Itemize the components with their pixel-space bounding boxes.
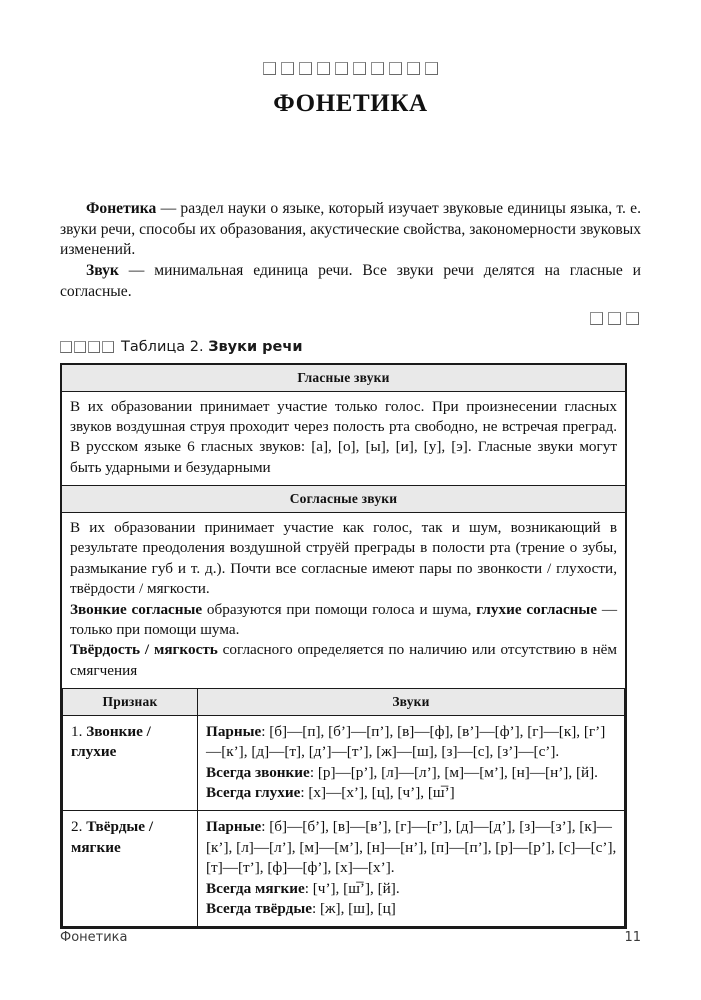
voiceless-end-text: — только при помощи шума.: [70, 600, 618, 638]
sounds-line-sep: :: [311, 899, 320, 917]
label-voiced-consonants: Звонкие согласные: [70, 600, 203, 618]
sounds-line: [206, 817, 617, 878]
sounds-line-label: Всегда звонкие: [206, 763, 310, 781]
missing-glyph-box-icon: [371, 62, 384, 75]
missing-glyph-box-icon: [74, 341, 86, 353]
table-row: [63, 715, 625, 810]
sounds-line: [206, 763, 617, 783]
intro-section: [60, 199, 641, 325]
missing-glyph-box-icon: [425, 62, 438, 75]
table-section-header-vowels: Гласные звуки: [62, 365, 625, 392]
sounds-line: [206, 899, 617, 919]
feature-cell-voiced-voiceless: [63, 715, 198, 810]
missing-glyph-box-icon: [590, 312, 603, 325]
subtable-header-row: [63, 688, 625, 715]
sounds-line-sep: :: [300, 784, 309, 802]
label-voiceless-consonants: глухие согласные: [476, 600, 598, 618]
table-row: [63, 811, 625, 927]
table-section-body-consonants: [62, 513, 625, 688]
missing-glyph-box-icon: [389, 62, 402, 75]
label-hardness-softness: Твёрдость / мягкость: [70, 641, 218, 659]
footer-page-number: 11: [624, 930, 641, 945]
sounds-line-sep: :: [309, 763, 318, 781]
voiced-mid-text: образуются при помощи голоса и шума,: [202, 600, 477, 618]
missing-glyph-box-icon: [60, 341, 72, 353]
sounds-line: [206, 722, 617, 763]
term-fonetika: Фонетика: [86, 200, 157, 217]
missing-glyph-box-icon: [299, 62, 312, 75]
sounds-line-label: Парные: [206, 818, 262, 836]
sounds-cell-voiced-voiceless: [198, 715, 625, 810]
caption-prefix: Таблица 2.: [121, 338, 209, 355]
column-header-sounds: Звуки: [198, 688, 625, 715]
missing-glyph-box-icon: [317, 62, 330, 75]
chapter-header: [60, 0, 641, 118]
subtable-body: [63, 715, 625, 926]
sounds-line: [206, 879, 617, 899]
sounds-line-value: [б]—[б’], [в]—[в’], [г]—[г’], [д]—[д’], [з]—[з’], [к]—[к’], [л]—[л’], [м]—[м’], [н]—[н’], [п]—[п’], [р]—[р’], [с]—[с’], [т]—[т’], [ф]—[ф’], [х]—[х’].: [206, 818, 617, 877]
sounds-line-value: [б]—[п], [б’]—[п’], [в]—[ф], [в’]—[ф’], [г]—[к], [г’]—[к’], [д]—[т], [д’]—[т’], [ж]—[ш], [з]—[с], [з’]—[с’].: [206, 722, 606, 761]
intro-paragraph-2: [60, 261, 641, 302]
sounds-line-sep: :: [261, 722, 270, 740]
consonants-description: В их образовании принимает участие как голос, так и шум, возникающий в результате преодоления воздушной струёй преграды в полости рта (трение о зубы, размыкание губ и т. д.). Почти все согласные имеют пары по звонкости / глухости, твёрдости / мягкости.: [70, 519, 617, 598]
sounds-line-sep: :: [261, 818, 270, 836]
caption-placeholder-box-row: [60, 341, 114, 353]
header-placeholder-box-row: [60, 62, 641, 75]
missing-glyph-box-icon: [281, 62, 294, 75]
intro-paragraph-1-rest: — раздел науки о языке, который изучает звуковые единицы языка, т. е. звуки речи, способы их образования, акустические свойства, закономерности звуковых изменений.: [60, 200, 641, 259]
table-caption: [60, 339, 641, 355]
table-section-header-consonants: Согласные звуки: [62, 485, 625, 513]
feature-label-2: Твёрдые / мягкие: [71, 818, 154, 856]
sounds-cell-hard-soft: [198, 811, 625, 927]
missing-glyph-box-icon: [407, 62, 420, 75]
caption-text: [121, 339, 303, 355]
missing-glyph-box-icon: [626, 312, 639, 325]
sounds-line-label: Всегда глухие: [206, 784, 301, 802]
hardness-softness-description: [70, 640, 617, 681]
sounds-line-label: Парные: [206, 722, 262, 740]
term-zvuk: Звук: [86, 262, 119, 280]
feature-cell-hard-soft: [63, 811, 198, 927]
intro-paragraph-1: [60, 199, 641, 261]
voiced-voiceless-description: [70, 600, 617, 641]
missing-glyph-box-icon: [263, 62, 276, 75]
vowels-description: В их образовании принимает участие только голос. При произнесении гласных звуков воздушная струя проходит через полость рта свободно, не встречая преград. В русском языке 6 гласных звуков: [а], [о], [ы], [и], [у], [э]. Гласные звуки могут быть ударными и безударными: [70, 397, 617, 476]
footer-chapter-label: Фонетика: [60, 930, 128, 945]
intro-paragraph-2-rest: — минимальная единица речи. Все звуки речи делятся на гласные и согласные.: [60, 262, 641, 300]
missing-glyph-box-icon: [88, 341, 100, 353]
feature-number-1: 1.: [71, 722, 87, 740]
column-header-feature: Признак: [63, 688, 198, 715]
page-footer: [60, 930, 641, 945]
sounds-line-value: [р]—[р’], [л]—[л’], [м]—[м’], [н]—[н’], [й].: [317, 763, 598, 781]
sounds-line-sep: :: [304, 879, 313, 897]
sounds-table: [60, 363, 627, 930]
sounds-line-label: Всегда твёрдые: [206, 899, 312, 917]
feature-label-1: Звонкие / глухие: [71, 722, 151, 761]
sounds-line-label: Всегда мягкие: [206, 879, 305, 897]
page-title: ФОНЕТИКА: [273, 90, 428, 117]
missing-glyph-box-icon: [102, 341, 114, 353]
missing-glyph-box-icon: [353, 62, 366, 75]
sounds-line-value: [х]—[х’], [ц], [ч’], [ш̅’]: [308, 784, 455, 802]
missing-glyph-box-icon: [608, 312, 621, 325]
missing-glyph-box-icon: [335, 62, 348, 75]
sounds-line-value: [ж], [ш], [ц]: [319, 899, 396, 917]
features-subtable: [62, 688, 625, 927]
sounds-line-value: [ч’], [ш̅’], [й].: [312, 879, 400, 897]
sounds-line: [206, 783, 617, 803]
table-section-body-vowels: [62, 392, 625, 485]
feature-number-2: 2.: [71, 818, 87, 836]
caption-title: Звуки речи: [208, 338, 303, 355]
intro-placeholder-box-row: [60, 312, 639, 325]
hardness-end-text: согласного определяется по наличию или отсутствию в нём смягчения: [70, 641, 617, 679]
